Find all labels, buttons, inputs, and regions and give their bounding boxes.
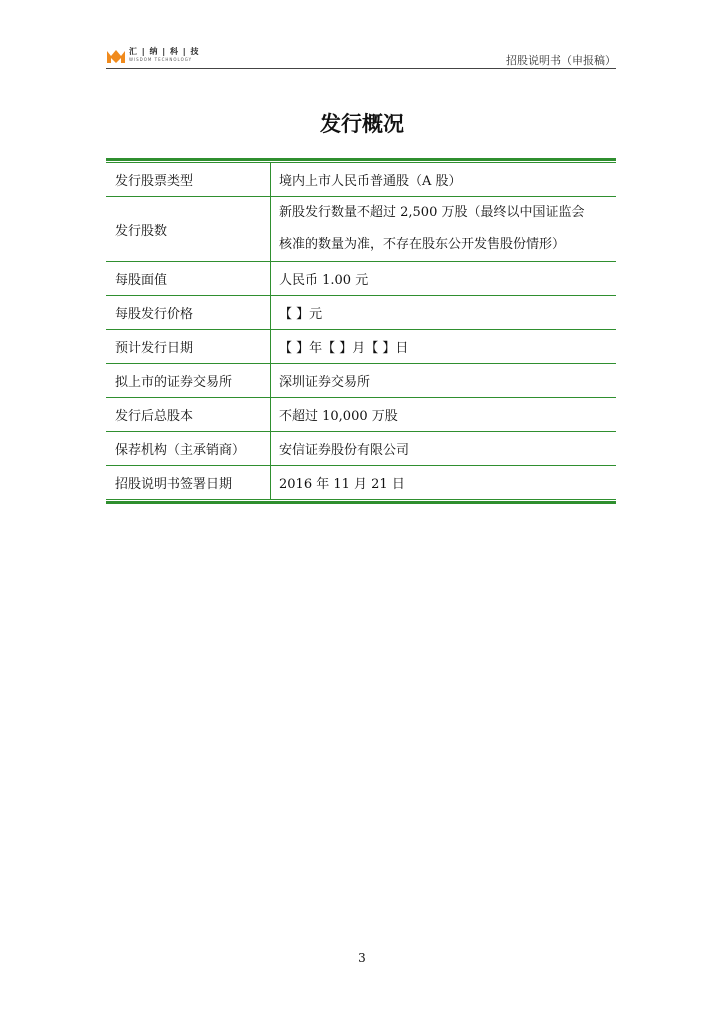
row-label: 保荐机构（主承销商） — [106, 432, 271, 466]
row-label: 预计发行日期 — [106, 330, 271, 364]
row-value: 人民币 1.00 元 — [271, 262, 617, 296]
row-label: 发行后总股本 — [106, 398, 271, 432]
document-label: 招股说明书（申报稿） — [506, 54, 616, 67]
table-row — [106, 197, 616, 262]
page-header — [106, 44, 616, 69]
table-row — [106, 262, 616, 296]
logo-name: 汇 | 纳 | 科 | 技 — [129, 47, 200, 56]
row-label: 每股发行价格 — [106, 296, 271, 330]
company-logo — [106, 48, 199, 66]
row-value: 2016 年 11 月 21 日 — [279, 477, 405, 492]
page-number: 3 — [358, 951, 366, 965]
row-label: 发行股数 — [106, 197, 271, 262]
row-value: 【 】元 — [271, 296, 617, 330]
row-label: 招股说明书签署日期 — [106, 466, 271, 500]
row-value: 深圳证券交易所 — [271, 364, 617, 398]
page-title: 发行概况 — [320, 112, 404, 136]
table-row — [106, 466, 616, 500]
table-row — [106, 296, 616, 330]
table-row — [106, 398, 616, 432]
table-row — [106, 330, 616, 364]
row-value: 【 】年【 】月【 】日 — [271, 330, 617, 364]
row-label: 发行股票类型 — [106, 163, 271, 197]
row-value: 不超过 10,000 万股 — [271, 398, 617, 432]
issuance-overview-table — [106, 158, 616, 504]
row-value: 安信证券股份有限公司 — [271, 432, 617, 466]
row-value: 境内上市人民币普通股（A 股） — [271, 163, 617, 197]
table-bottom-rule — [106, 501, 616, 504]
row-label: 拟上市的证券交易所 — [106, 364, 271, 398]
logo-text — [129, 48, 199, 62]
row-label: 每股面值 — [106, 262, 271, 296]
row-value-line: 核准的数量为准，不存在股东公开发售股份情形） — [279, 237, 566, 252]
logo-tagline: WISDOM TECHNOLOGY — [129, 57, 193, 62]
info-table — [106, 163, 616, 499]
logo-mark-icon — [106, 48, 126, 64]
table-row — [106, 364, 616, 398]
table-row — [106, 163, 616, 197]
table-row — [106, 432, 616, 466]
row-value — [271, 197, 617, 262]
row-value-line: 新股发行数量不超过 2,500 万股（最终以中国证监会 — [279, 205, 585, 220]
